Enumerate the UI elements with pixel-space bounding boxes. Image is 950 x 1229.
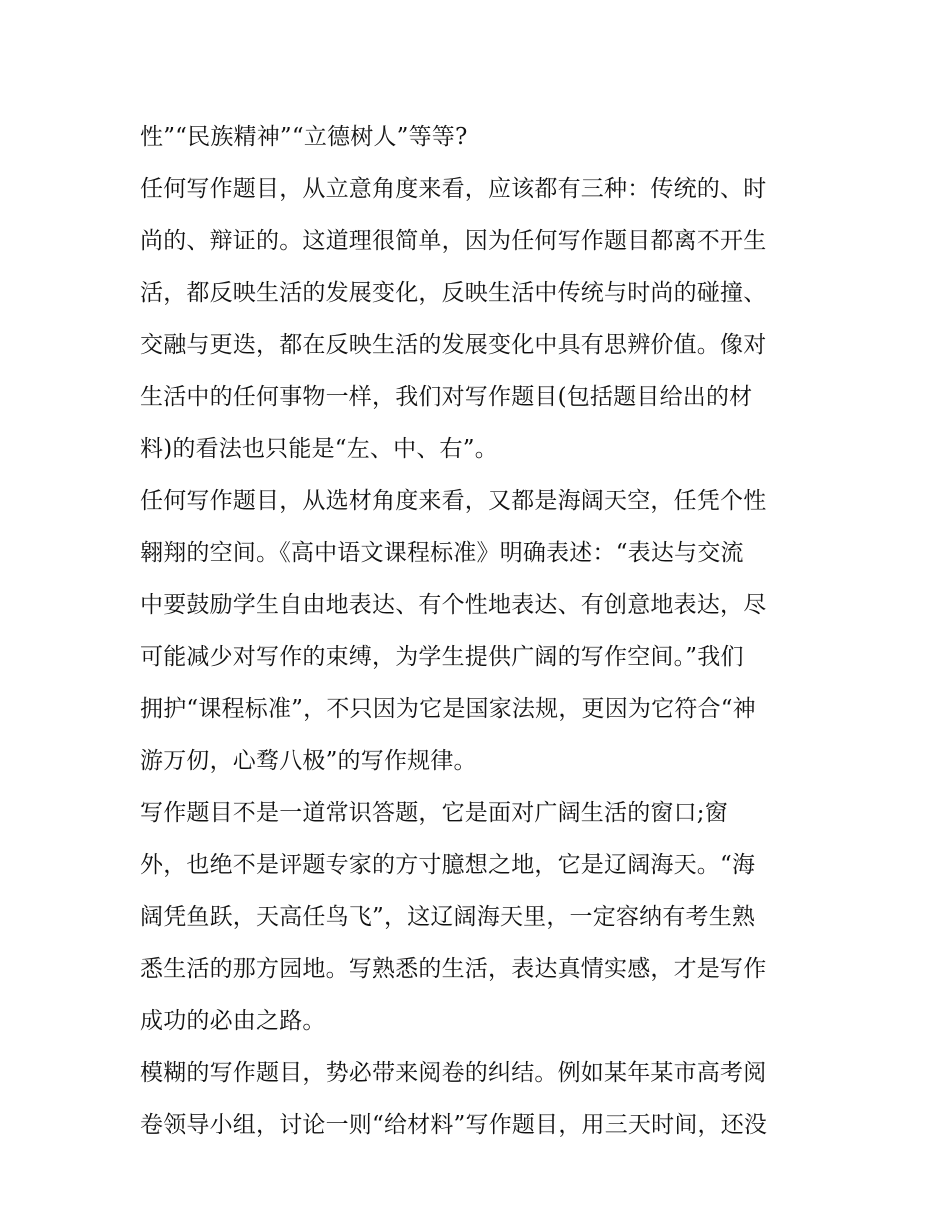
text-line: 翱翔的空间。《高中语文课程标准》明确表述：“表达与交流 <box>140 540 744 566</box>
text-line: 任何写作题目，从选材角度来看，又都是海阔天空，任凭个性 <box>140 488 767 514</box>
text-line: 游万仞，心骛八极”的写作规律。 <box>140 748 477 774</box>
text-line: 拥护“课程标准”，不只因为它是国家法规，更因为它符合“神 <box>140 696 756 722</box>
text-line: 交融与更迭，都在反映生活的发展变化中具有思辨价值。像对 <box>140 332 767 358</box>
text-line: 卷领导小组，讨论一则“给材料”写作题目，用三天时间，还没 <box>140 1112 768 1138</box>
text-line: 外，也绝不是评题专家的方寸臆想之地，它是辽阔海天。“海 <box>140 852 756 878</box>
text-line: 生活中的任何事物一样，我们对写作题目(包括题目给出的材 <box>140 384 753 410</box>
text-line: 料)的看法也只能是“左、中、右”。 <box>140 436 498 462</box>
text-line: 模糊的写作题目，势必带来阅卷的纠结。例如某年某市高考阅 <box>140 1060 767 1086</box>
text-line: 成功的必由之路。 <box>140 1008 326 1034</box>
text-line: 可能减少对写作的束缚，为学生提供广阔的写作空间。”我们 <box>140 644 744 670</box>
text-line: 活，都反映生活的发展变化，反映生活中传统与时尚的碰撞、 <box>140 280 767 306</box>
text-line: 任何写作题目，从立意角度来看，应该都有三种：传统的、时 <box>140 176 767 202</box>
body-text <box>140 111 820 1151</box>
text-line: 性”“民族精神”“立德树人”等等? <box>140 124 468 150</box>
text-line: 尚的、辩证的。这道理很简单，因为任何写作题目都离不开生 <box>140 228 767 254</box>
text-line: 中要鼓励学生自由地表达、有个性地表达、有创意地表达，尽 <box>140 592 767 618</box>
text-line: 写作题目不是一道常识答题，它是面对广阔生活的窗口;窗 <box>140 800 728 826</box>
text-line: 阔凭鱼跃，天高任鸟飞”，这辽阔海天里，一定容纳有考生熟 <box>140 904 756 930</box>
text-line: 悉生活的那方园地。写熟悉的生活，表达真情实感，才是写作 <box>140 956 767 982</box>
